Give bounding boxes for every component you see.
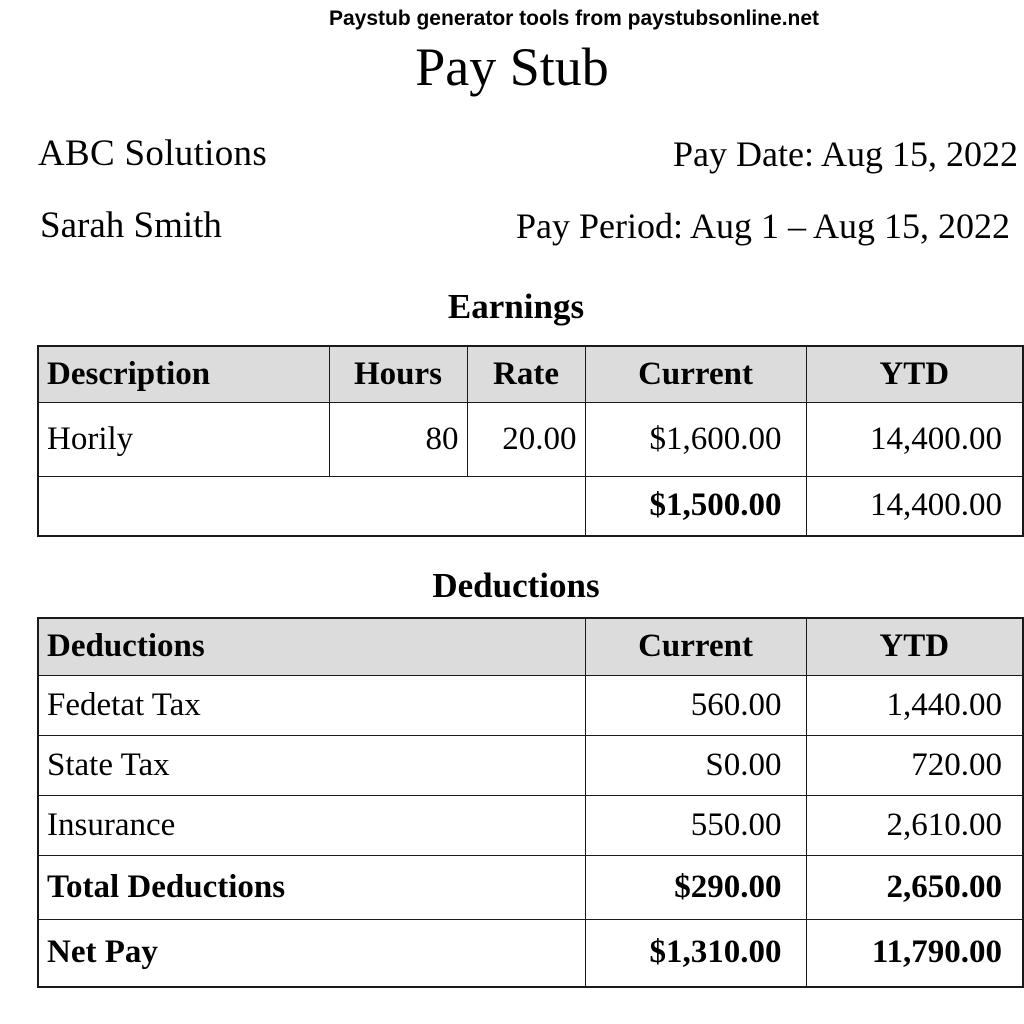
earnings-hours: 80 — [329, 402, 467, 476]
earnings-rate: 20.00 — [467, 402, 585, 476]
deductions-table — [37, 617, 1024, 988]
deduction-ytd: 1,440.00 — [806, 675, 1023, 735]
earnings-header-hours: Hours — [329, 346, 467, 402]
total-deductions-row — [38, 855, 1023, 919]
deduction-ytd: 2,610.00 — [806, 795, 1023, 855]
deduction-current: 560.00 — [585, 675, 806, 735]
net-pay-label: Net Pay — [38, 919, 585, 987]
deductions-section-title: Deductions — [432, 566, 600, 605]
deductions-header-ytd: YTD — [806, 618, 1023, 675]
watermark-text: Paystub generator tools from paystubsonline.net — [328, 7, 820, 30]
earnings-current: $1,600.00 — [585, 402, 806, 476]
earnings-total-current: $1,500.00 — [585, 476, 806, 536]
earnings-ytd: 14,400.00 — [806, 402, 1023, 476]
net-pay-ytd: 11,790.00 — [806, 919, 1023, 987]
deduction-name: Fedetat Tax — [38, 675, 585, 735]
employee-name: Sarah Smith — [40, 205, 222, 246]
deduction-name: Insurance — [38, 795, 585, 855]
earnings-header-rate: Rate — [467, 346, 585, 402]
earnings-total-ytd: 14,400.00 — [806, 476, 1023, 536]
company-name: ABC Solutions — [38, 133, 268, 174]
deduction-ytd: 720.00 — [806, 735, 1023, 795]
net-pay-row — [38, 919, 1023, 987]
net-pay-current: $1,310.00 — [585, 919, 806, 987]
deductions-header-current: Current — [585, 618, 806, 675]
table-row — [38, 795, 1023, 855]
deduction-name: State Tax — [38, 735, 585, 795]
deduction-current: S0.00 — [585, 735, 806, 795]
earnings-section-title: Earnings — [447, 287, 585, 326]
earnings-header-description: Description — [38, 346, 329, 402]
pay-date: Pay Date: Aug 15, 2022 — [673, 134, 1018, 174]
earnings-total-spacer — [38, 476, 585, 536]
deductions-header-name: Deductions — [38, 618, 585, 675]
earnings-header-current: Current — [585, 346, 806, 402]
deductions-header-row — [38, 618, 1023, 675]
earnings-header-ytd: YTD — [806, 346, 1023, 402]
pay-period: Pay Period: Aug 1 – Aug 15, 2022 — [515, 206, 1010, 246]
earnings-header-row — [38, 346, 1023, 402]
table-row — [38, 675, 1023, 735]
earnings-table — [37, 345, 1024, 537]
earnings-description: Horily — [38, 402, 329, 476]
table-row — [38, 735, 1023, 795]
total-deductions-label: Total Deductions — [38, 855, 585, 919]
total-deductions-current: $290.00 — [585, 855, 806, 919]
earnings-total-row — [38, 476, 1023, 536]
total-deductions-ytd: 2,650.00 — [806, 855, 1023, 919]
table-row — [38, 402, 1023, 476]
deduction-current: 550.00 — [585, 795, 806, 855]
page-title: Pay Stub — [415, 37, 609, 97]
